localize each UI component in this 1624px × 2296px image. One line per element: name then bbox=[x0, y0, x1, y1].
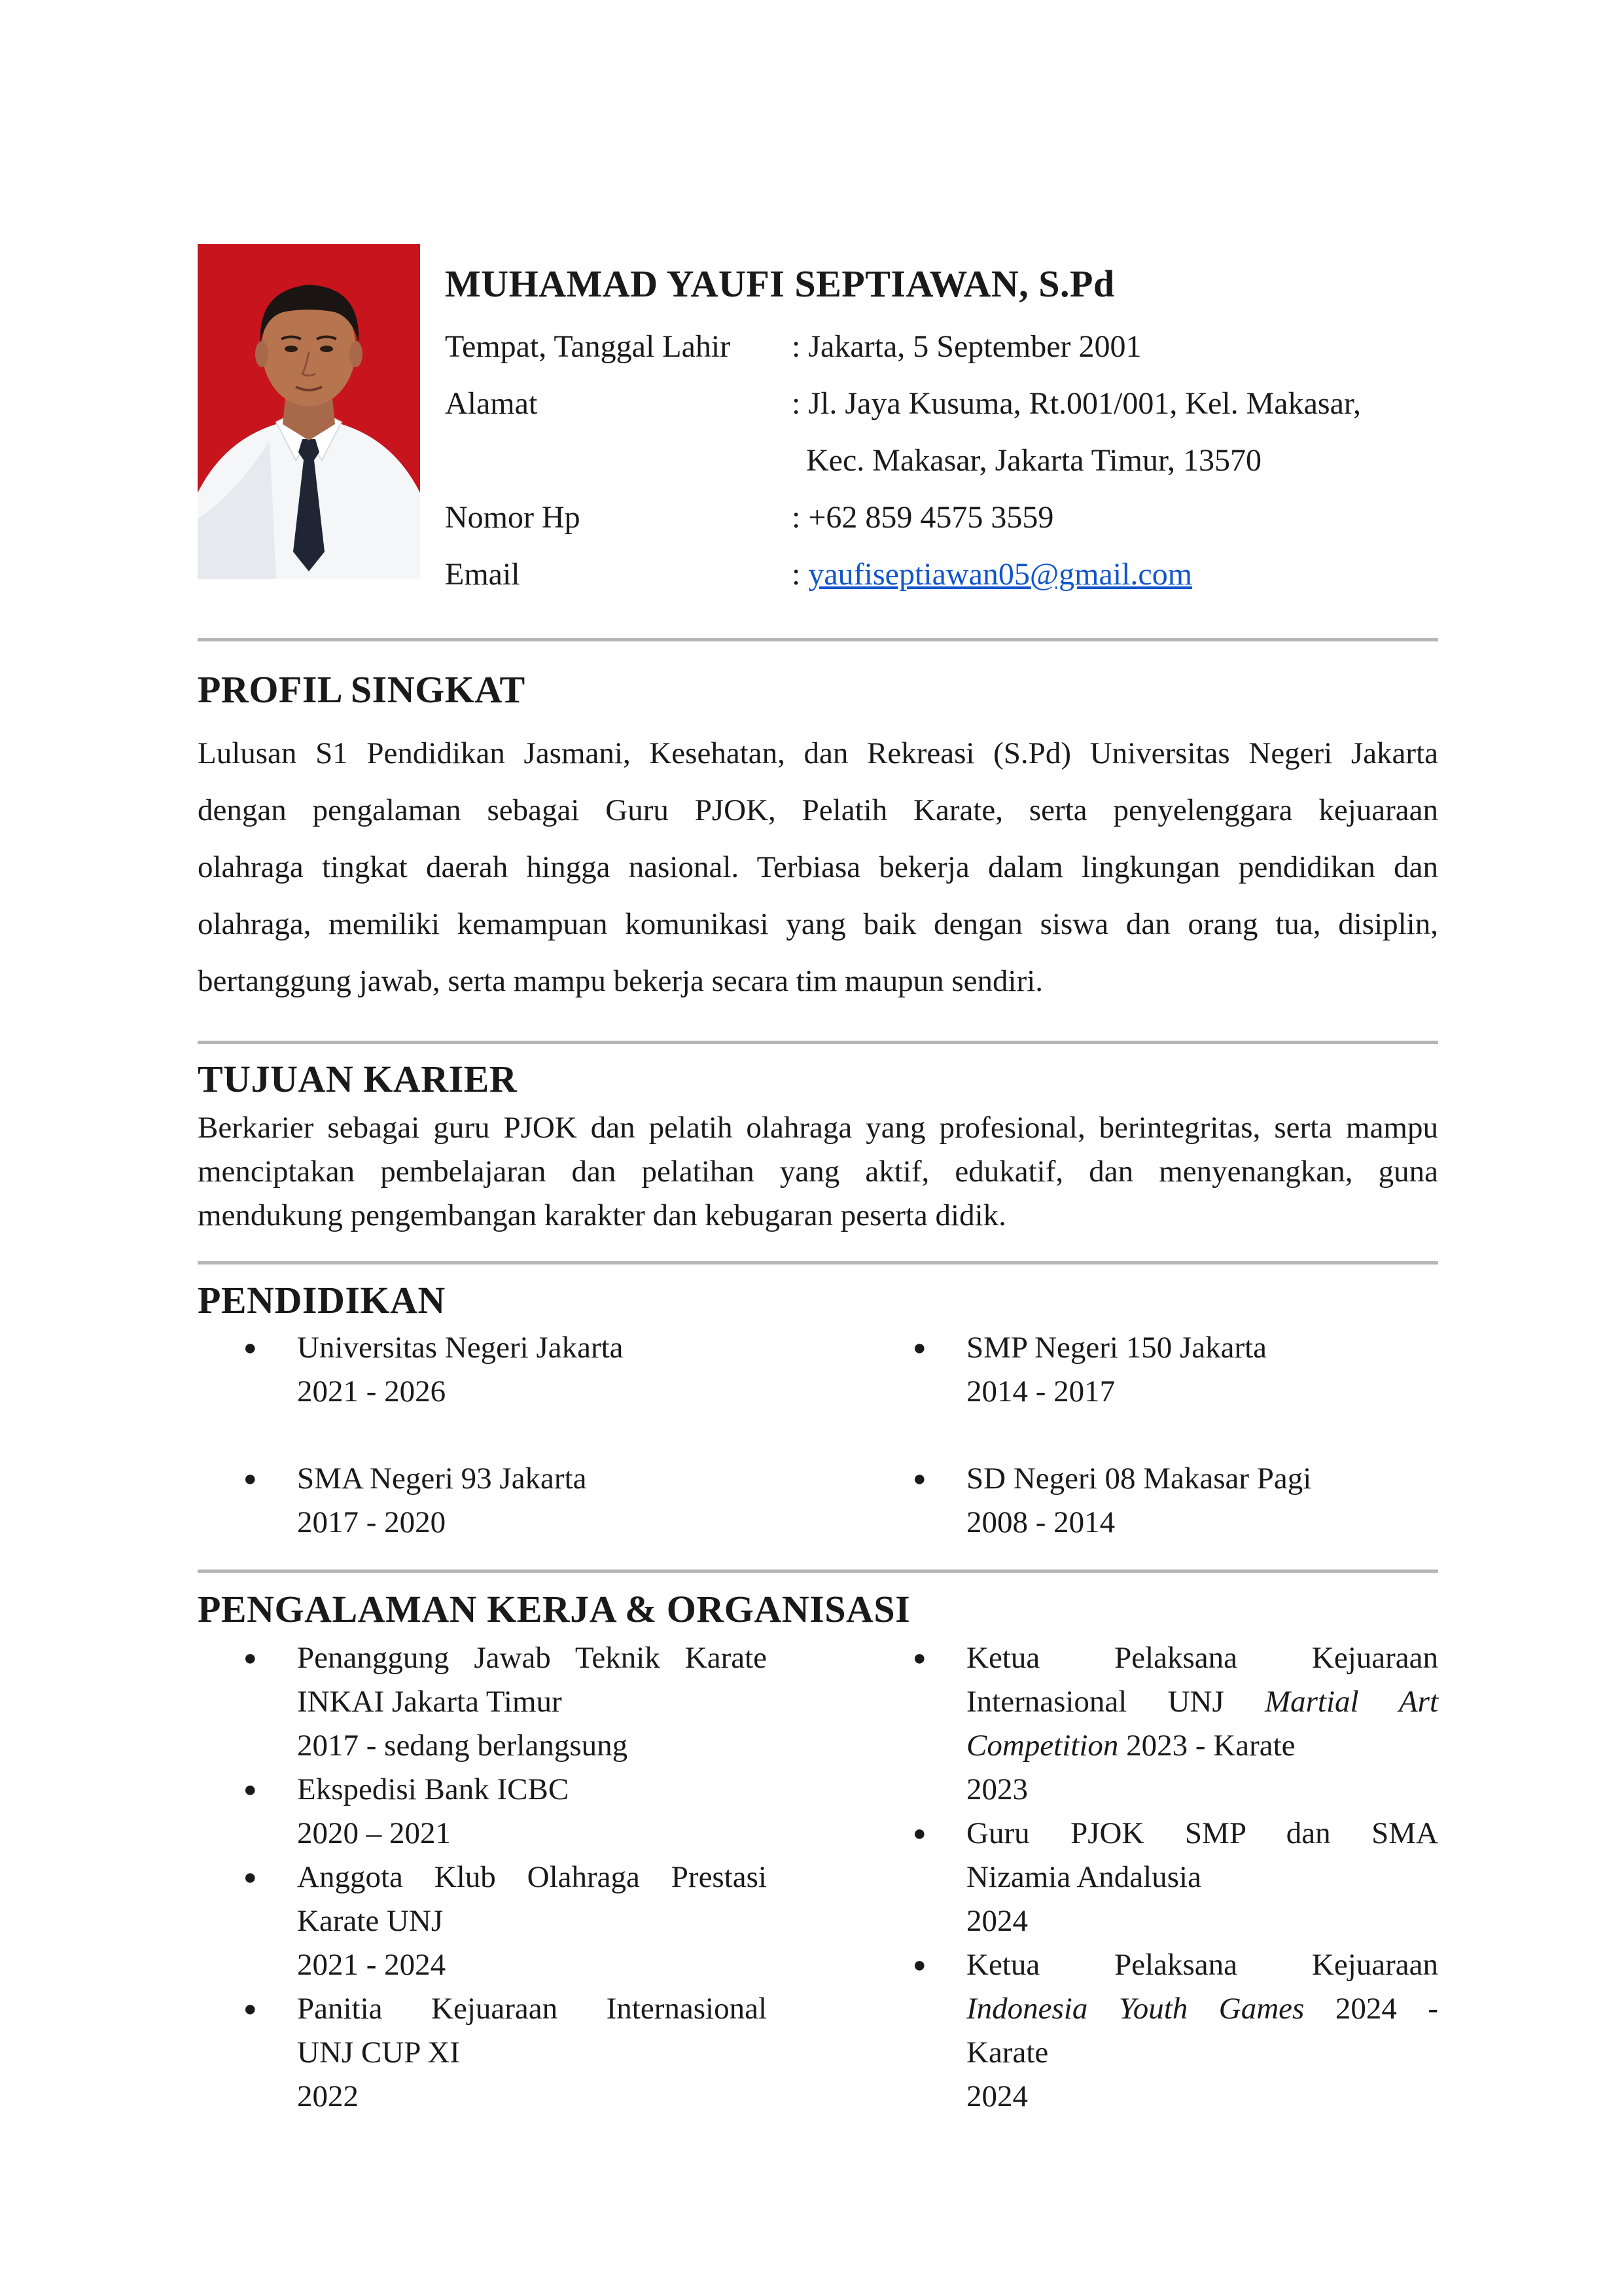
paragraph-line: menciptakan pembelajaran dan pelatihan yang aktif, edukatif, dan menyenangkan, guna bbox=[198, 1155, 1438, 1189]
email-link[interactable]: yaufiseptiawan05@gmail.com bbox=[808, 557, 1193, 592]
address-label: Alamat bbox=[445, 386, 538, 421]
experience-line: Nizamia Andalusia bbox=[966, 1860, 1201, 1894]
bullet-icon: ● bbox=[243, 1646, 257, 1670]
experience-line: Ketua Pelaksana Kejuaraan bbox=[966, 1641, 1438, 1675]
experience-line: Karate bbox=[966, 2036, 1049, 2070]
birth-value: : Jakarta, 5 September 2001 bbox=[792, 329, 1142, 364]
education-years: 2017 - 2020 bbox=[297, 1505, 446, 1539]
profile-photo bbox=[198, 244, 420, 579]
profil-paragraph bbox=[198, 725, 1438, 1010]
experience-text: 2024 - bbox=[1335, 1992, 1438, 2026]
bullet-icon: ● bbox=[243, 1997, 257, 2021]
paragraph-line: mendukung pengembangan karakter dan kebugaran peserta didik. bbox=[198, 1198, 1006, 1232]
experience-text-italic: Indonesia Youth Games bbox=[966, 1992, 1305, 2026]
address-value-line-2: Kec. Makasar, Jakarta Timur, 13570 bbox=[806, 443, 1262, 478]
bullet-icon: ● bbox=[913, 1467, 927, 1491]
tujuan-paragraph bbox=[198, 1106, 1438, 1238]
paragraph-line: olahraga, memiliki kemampuan komunikasi yang baik dengan siswa dan orang tua, disiplin, bbox=[198, 907, 1438, 941]
paragraph-line: Lulusan S1 Pendidikan Jasmani, Kesehatan, dan Rekreasi (S.Pd) Universitas Negeri Jakarta bbox=[198, 736, 1438, 770]
education-item bbox=[243, 1457, 767, 1545]
experience-line: INKAI Jakarta Timur bbox=[297, 1685, 562, 1719]
address-value-line-1: : Jl. Jaya Kusuma, Rt.001/001, Kel. Makasar, bbox=[792, 386, 1361, 421]
experience-item bbox=[243, 1987, 767, 2119]
experience-item bbox=[243, 1636, 767, 1768]
paragraph-line: dengan pengalaman sebagai Guru PJOK, Pelatih Karate, serta penyelenggara kejuaraan bbox=[198, 793, 1438, 827]
portrait-image bbox=[198, 244, 420, 579]
paragraph-line: bertanggung jawab, serta mampu bekerja secara tim maupun sendiri. bbox=[198, 964, 1044, 998]
experience-line: Ekspedisi Bank ICBC bbox=[297, 1772, 569, 1806]
education-years: 2021 - 2026 bbox=[297, 1374, 446, 1408]
section-title-pendidikan: PENDIDIKAN bbox=[198, 1279, 446, 1321]
education-item bbox=[243, 1326, 767, 1414]
bullet-icon: ● bbox=[243, 1467, 257, 1491]
experience-line: 2020 – 2021 bbox=[297, 1816, 451, 1850]
section-divider bbox=[198, 1261, 1438, 1265]
paragraph-line: olahraga tingkat daerah hingga nasional. Terbiasa bekerja dalam lingkungan pendidikan dan bbox=[198, 850, 1438, 884]
paragraph-line: Berkarier sebagai guru PJOK dan pelatih olahraga yang profesional, berintegritas, serta mampu bbox=[198, 1111, 1438, 1145]
experience-line bbox=[966, 1680, 1438, 1724]
bullet-icon: ● bbox=[913, 1953, 927, 1977]
education-school: SD Negeri 08 Makasar Pagi bbox=[966, 1462, 1312, 1496]
experience-line: Ketua Pelaksana Kejuaraan bbox=[966, 1948, 1438, 1982]
birth-label: Tempat, Tanggal Lahir bbox=[445, 329, 731, 364]
bullet-icon: ● bbox=[913, 1646, 927, 1670]
section-title-pengalaman: PENGALAMAN KERJA & ORGANISASI bbox=[198, 1588, 911, 1630]
experience-line: Guru PJOK SMP dan SMA bbox=[966, 1816, 1438, 1850]
experience-text: Internasional UNJ bbox=[966, 1685, 1224, 1719]
phone-value: : +62 859 4575 3559 bbox=[792, 500, 1054, 535]
bullet-icon: ● bbox=[243, 1778, 257, 1802]
section-title-profil: PROFIL SINGKAT bbox=[198, 668, 525, 711]
experience-line: UNJ CUP XI bbox=[297, 2036, 460, 2070]
experience-item bbox=[913, 1636, 1439, 1812]
experience-line: Anggota Klub Olahraga Prestasi bbox=[297, 1860, 767, 1894]
education-school: Universitas Negeri Jakarta bbox=[297, 1331, 624, 1365]
education-item bbox=[913, 1326, 1438, 1414]
experience-line: 2024 bbox=[966, 2079, 1028, 2113]
education-item bbox=[913, 1457, 1438, 1545]
experience-line: 2021 - 2024 bbox=[297, 1948, 446, 1982]
experience-line: Karate UNJ bbox=[297, 1904, 444, 1938]
experience-line: 2024 bbox=[966, 1904, 1028, 1938]
experience-line: Penanggung Jawab Teknik Karate bbox=[297, 1641, 767, 1675]
section-title-tujuan: TUJUAN KARIER bbox=[198, 1058, 518, 1100]
experience-item bbox=[913, 1943, 1438, 2119]
experience-line: 2017 - sedang berlangsung bbox=[297, 1729, 628, 1763]
experience-line bbox=[966, 1987, 1438, 2031]
education-school: SMA Negeri 93 Jakarta bbox=[297, 1462, 587, 1496]
education-years: 2008 - 2014 bbox=[966, 1505, 1116, 1539]
email-value bbox=[792, 556, 1192, 592]
email-label: Email bbox=[445, 557, 520, 592]
phone-label: Nomor Hp bbox=[445, 500, 580, 535]
experience-line: 2022 bbox=[297, 2079, 359, 2113]
bullet-icon: ● bbox=[243, 1336, 257, 1360]
section-divider bbox=[198, 1041, 1438, 1044]
full-name: MUHAMAD YAUFI SEPTIAWAN, S.Pd bbox=[445, 262, 1115, 305]
experience-text-italic: Martial Art bbox=[1264, 1685, 1439, 1719]
bullet-icon: ● bbox=[913, 1336, 927, 1360]
bullet-icon: ● bbox=[243, 1865, 257, 1890]
experience-text-italic: Competition bbox=[966, 1729, 1119, 1763]
email-prefix: : bbox=[792, 557, 809, 592]
experience-line bbox=[966, 1724, 1438, 1768]
education-years: 2014 - 2017 bbox=[966, 1374, 1116, 1408]
experience-text: 2023 - Karate bbox=[1118, 1729, 1296, 1763]
experience-item bbox=[913, 1812, 1438, 1943]
experience-line: 2023 bbox=[966, 1772, 1028, 1806]
section-divider bbox=[198, 1570, 1438, 1573]
experience-item bbox=[243, 1856, 767, 1987]
education-school: SMP Negeri 150 Jakarta bbox=[966, 1331, 1267, 1365]
experience-line: Panitia Kejuaraan Internasional bbox=[297, 1992, 767, 2026]
bullet-icon: ● bbox=[913, 1821, 927, 1846]
experience-item bbox=[243, 1768, 767, 1856]
section-divider bbox=[198, 638, 1438, 641]
